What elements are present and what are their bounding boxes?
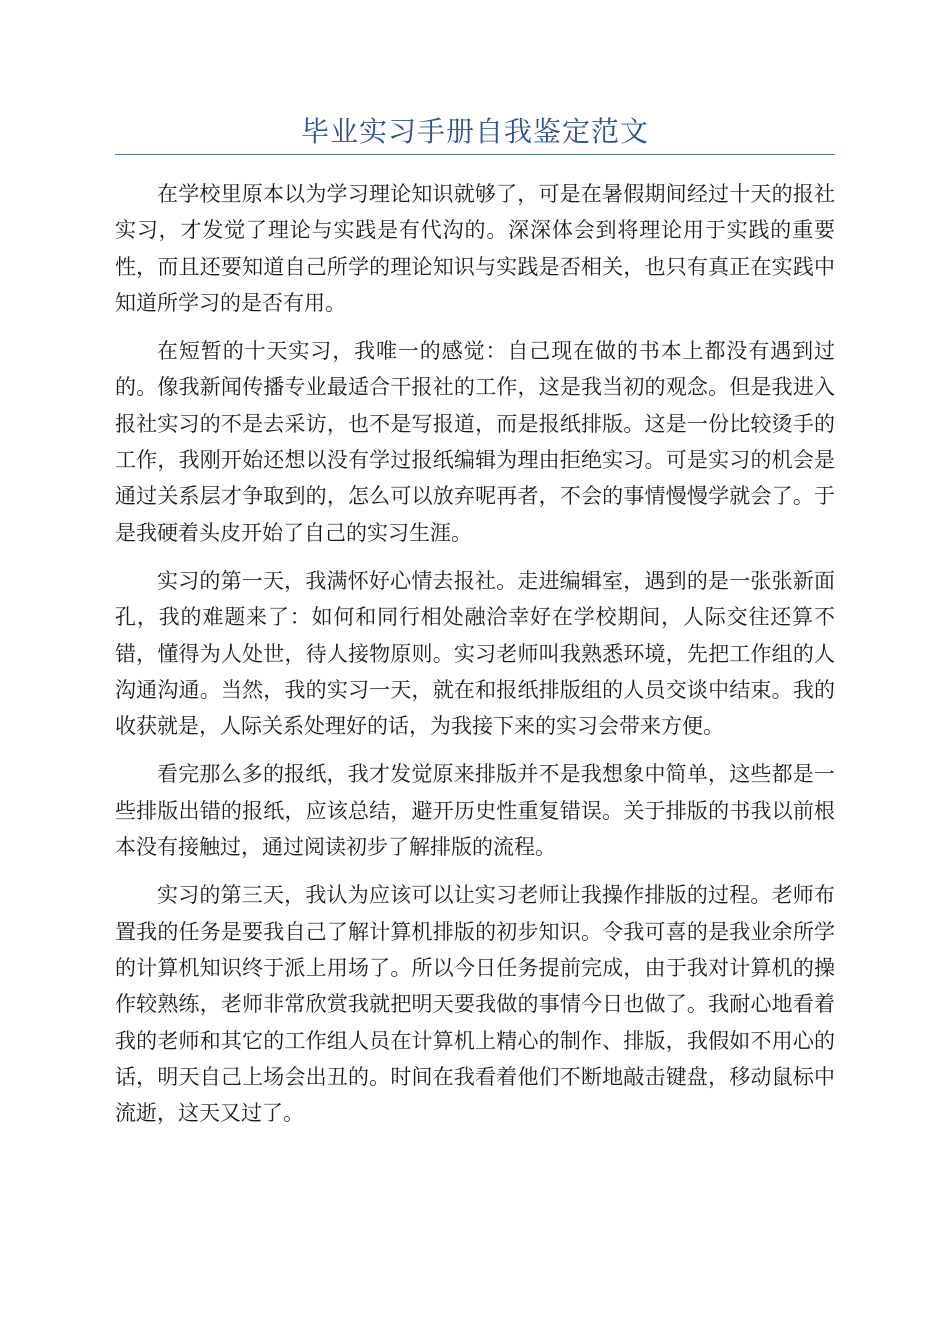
paragraph: 实习的第一天，我满怀好心情去报社。走进编辑室，遇到的是一张张新面孔，我的难题来了：如何和同行相处融洽幸好在学校期间，人际交往还算不错，懂得为人处世，待人接物原则。实习老师叫我熟悉环境，先把工作组的人沟通沟通。当然，我的实习一天，就在和报纸排版组的人员交谈中结束。我的收获就是，人际关系处理好的话，为我接下来的实习会带来方便。 [115,568,835,739]
paragraph: 实习的第三天，我认为应该可以让实习老师让我操作排版的过程。老师布置我的任务是要我自己了解计算机排版的初步知识。令我可喜的是我业余所学的计算机知识终于派上用场了。所以今日任务提前完成，由于我对计算机的操作较熟练，老师非常欣赏我就把明天要我做的事情今日也做了。我耐心地看着我的老师和其它的工作组人员在计算机上精心的制作、排版，我假如不用心的话，明天自己上场会出丑的。时间在我看着他们不断地敲击键盘，移动鼠标中流逝，这天又过了。 [115,883,835,1126]
paragraph: 看完那么多的报纸，我才发觉原来排版并不是我想象中简单，这些都是一些排版出错的报纸，应该总结，避开历史性重复错误。关于排版的书我以前根本没有接触过，通过阅读初步了解排版的流程。 [115,762,835,860]
title-underline [115,154,835,155]
document-body [115,176,835,1143]
paragraph: 在学校里原本以为学习理论知识就够了，可是在暑假期间经过十天的报社实习，才发觉了理论与实践是有代沟的。深深体会到将理论用于实践的重要性，而且还要知道自己所学的理论知识与实践是否相关，也只有真正在实践中知道所学习的是否有用。 [115,182,835,315]
document-title: 毕业实习手册自我鉴定范文 [300,115,649,148]
paragraph: 在短暂的十天实习，我唯一的感觉：自己现在做的书本上都没有遇到过的。像我新闻传播专业最适合干报社的工作，这是我当初的观念。但是我进入报社实习的不是去采访，也不是写报道，而是报纸排版。这是一份比较烫手的工作，我刚开始还想以没有学过报纸编辑为理由拒绝实习。可是实习的机会是通过关系层才争取到的，怎么可以放弃呢再者，不会的事情慢慢学就会了。于是我硬着头皮开始了自己的实习生涯。 [115,339,835,545]
